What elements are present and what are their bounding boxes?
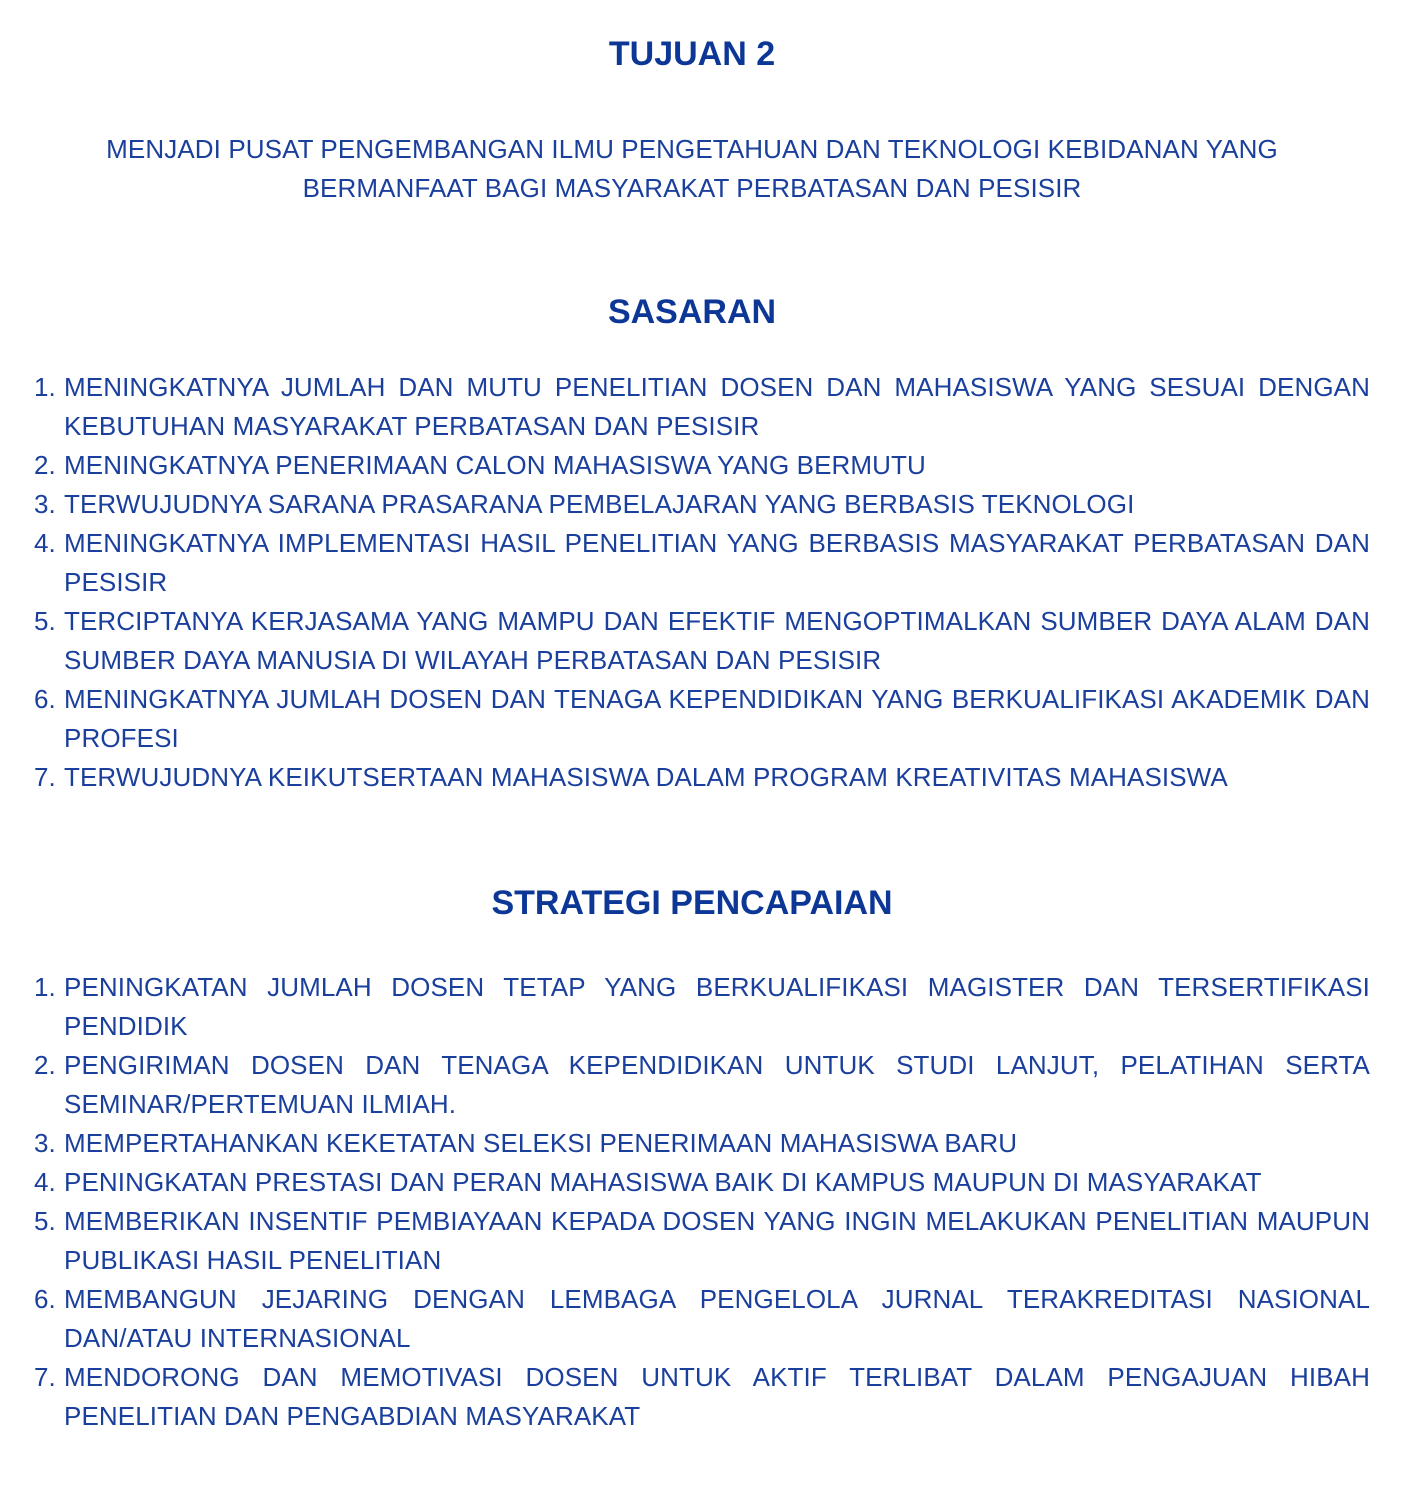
list-text: MENINGKATNYA IMPLEMENTASI HASIL PENELITIAN YANG BERBASIS MASYARAKAT PERBATASAN DAN PESISIR [64,528,1370,597]
sasaran-heading: SASARAN [607,293,777,331]
list-number: 7. [34,1362,56,1392]
list-number: 6. [34,1284,56,1314]
list-number: 1. [34,372,56,402]
strategi-item-6 [34,1280,1370,1358]
list-text: MENINGKATNYA JUMLAH DAN MUTU PENELITIAN DOSEN DAN MAHASISWA YANG SESUAI DENGAN KEBUTUHAN MASYARAKAT PERBATASAN DAN PESISIR [64,372,1370,441]
list-number: 3. [34,489,56,519]
list-text: MEMPERTAHANKAN KEKETATAN SELEKSI PENERIMAAN MAHASISWA BARU [64,1128,1018,1158]
list-text: MENINGKATNYA JUMLAH DOSEN DAN TENAGA KEPENDIDIKAN YANG BERKUALIFIKASI AKADEMIK DAN PROFESI [64,684,1370,753]
list-number: 1. [34,972,56,1002]
sasaran-item-6 [34,680,1370,758]
strategi-item-2 [34,1046,1370,1124]
list-text: MENDORONG DAN MEMOTIVASI DOSEN UNTUK AKTIF TERLIBAT DALAM PENGAJUAN HIBAH PENELITIAN DAN PENGABDIAN MASYARAKAT [64,1362,1370,1431]
list-text: MEMBERIKAN INSENTIF PEMBIAYAAN KEPADA DOSEN YANG INGIN MELAKUKAN PENELITIAN MAUPUN PUBLIKASI HASIL PENELITIAN [64,1206,1370,1275]
strategi-list [34,968,1370,1436]
list-text: TERWUJUDNYA SARANA PRASARANA PEMBELAJARAN YANG BERBASIS TEKNOLOGI [64,489,1135,519]
list-text: PENINGKATAN JUMLAH DOSEN TETAP YANG BERKUALIFIKASI MAGISTER DAN TERSERTIFIKASI PENDIDIK [64,972,1370,1041]
list-number: 4. [34,1167,56,1197]
tujuan-description: MENJADI PUSAT PENGEMBANGAN ILMU PENGETAHUAN DAN TEKNOLOGI KEBIDANAN YANG BERMANFAAT BAGI MASYARAKAT PERBATASAN DAN PESISIR [106,134,1278,203]
sasaran-item-7 [34,758,1370,797]
list-number: 2. [34,450,56,480]
list-number: 2. [34,1050,56,1080]
list-text: MEMBANGUN JEJARING DENGAN LEMBAGA PENGELOLA JURNAL TERAKREDITASI NASIONAL DAN/ATAU INTERNASIONAL [64,1284,1370,1353]
strategi-item-3 [34,1124,1370,1163]
list-text: TERCIPTANYA KERJASAMA YANG MAMPU DAN EFEKTIF MENGOPTIMALKAN SUMBER DAYA ALAM DAN SUMBER DAYA MANUSIA DI WILAYAH PERBATASAN DAN PESISIR [64,606,1370,675]
list-number: 5. [34,606,56,636]
list-text: PENINGKATAN PRESTASI DAN PERAN MAHASISWA BAIK DI KAMPUS MAUPUN DI MASYARAKAT [64,1167,1262,1197]
list-text: PENGIRIMAN DOSEN DAN TENAGA KEPENDIDIKAN UNTUK STUDI LANJUT, PELATIHAN SERTA SEMINAR/PERTEMUAN ILMIAH. [64,1050,1370,1119]
list-number: 3. [34,1128,56,1158]
list-text: MENINGKATNYA PENERIMAAN CALON MAHASISWA YANG BERMUTU [64,450,926,480]
list-number: 4. [34,528,56,558]
sasaran-item-4 [34,524,1370,602]
sasaran-item-5 [34,602,1370,680]
strategi-item-1 [34,968,1370,1046]
list-text: TERWUJUDNYA KEIKUTSERTAAN MAHASISWA DALAM PROGRAM KREATIVITAS MAHASISWA [64,762,1228,792]
strategi-item-5 [34,1202,1370,1280]
strategi-item-4 [34,1163,1370,1202]
strategi-item-7 [34,1358,1370,1436]
list-number: 6. [34,684,56,714]
tujuan-heading: TUJUAN 2 [608,35,776,73]
sasaran-list [34,368,1370,797]
list-number: 7. [34,762,56,792]
strategi-heading: STRATEGI PENCAPAIAN [491,884,893,922]
sasaran-item-2 [34,446,1370,485]
sasaran-item-3 [34,485,1370,524]
list-number: 5. [34,1206,56,1236]
sasaran-item-1 [34,368,1370,446]
